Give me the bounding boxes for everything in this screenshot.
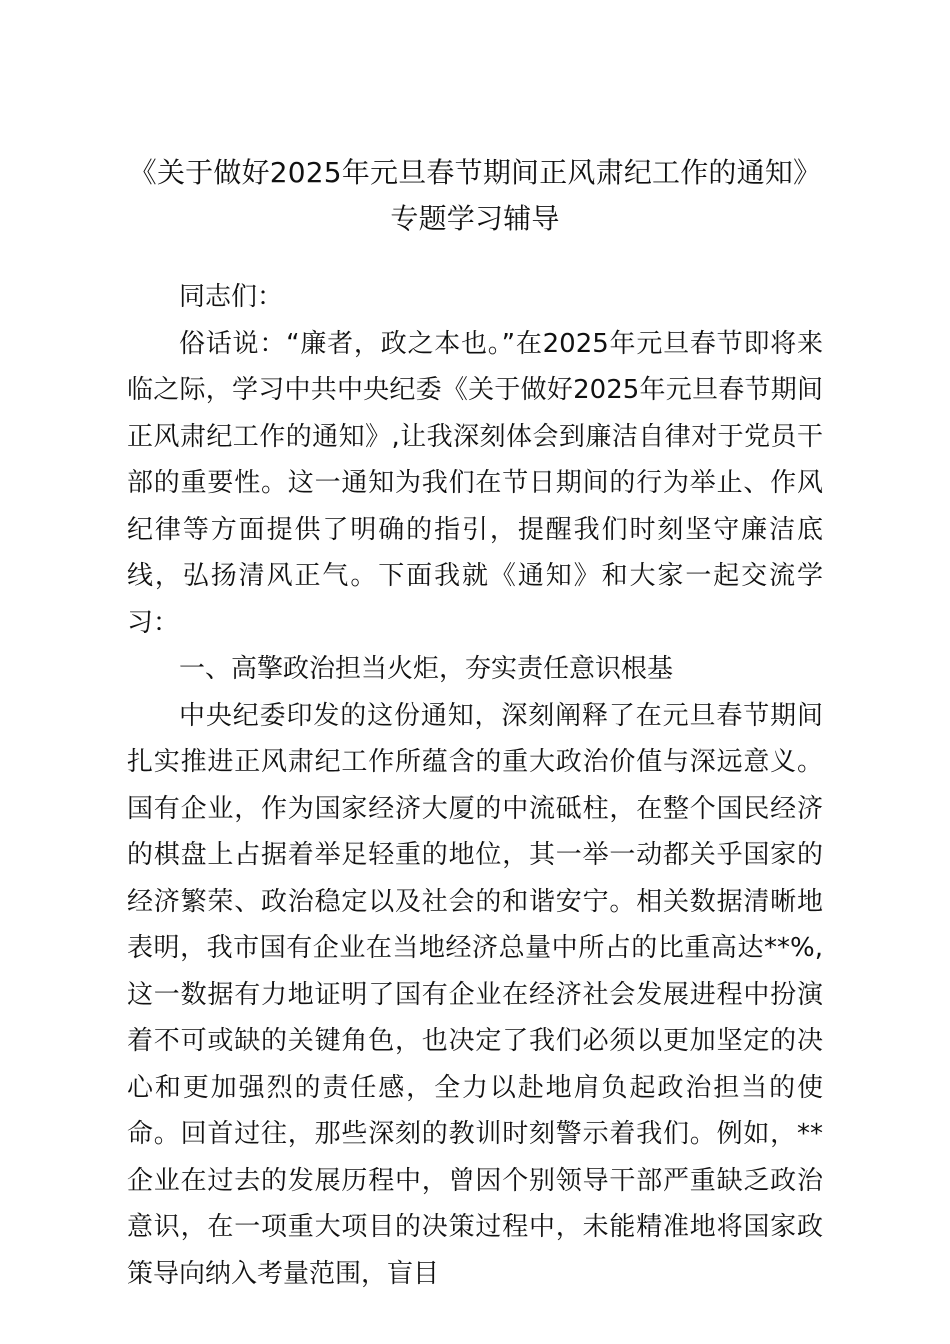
- body-paragraph: 中央纪委印发的这份通知，深刻阐释了在元旦春节期间扎实推进正风肃纪工作所蕴含的重大政治价值与深远意义。国有企业，作为国家经济大厦的中流砥柱，在整个国民经济的棋盘上占据着举足轻重的地位，其一举一动都关乎国家的经济繁荣、政治稳定以及社会的和谐安宁。相关数据清晰地表明，我市国有企业在当地经济总量中所占的比重高达**%,这一数据有力地证明了国有企业在经济社会发展进程中扮演着不可或缺的关键角色，也决定了我们必须以更加坚定的决心和更加强烈的责任感，全力以赴地肩负起政治担当的使命。回首过往，那些深刻的教训时刻警示着我们。例如，**企业在过去的发展历程中，曾因个别领导干部严重缺乏政治意识，在一项重大项目的决策过程中，未能精准地将国家政策导向纳入考量范围，盲目: [127, 700, 823, 1289]
- intro-paragraph: 俗话说：“廉者，政之本也。”在2025年元旦春节即将来临之际，学习中共中央纪委《关于做好2025年元旦春节期间正风肃纪工作的通知》,让我深刻体会到廉洁自律对于党员干部的重要性。这一通知为我们在节日期间的行为举止、作风纪律等方面提供了明确的指引，提醒我们时刻坚守廉洁底线，弘扬清风正气。下面我就《通知》和大家一起交流学习：: [127, 328, 823, 638]
- document-title: 《关于做好2025年元旦春节期间正风肃纪工作的通知》专题学习辅导: [128, 156, 822, 235]
- salutation: 同志们：: [179, 282, 284, 312]
- section-heading-1: 一、高擎政治担当火炬，夯实责任意识根基: [179, 654, 674, 684]
- document-body: [127, 274, 823, 1297]
